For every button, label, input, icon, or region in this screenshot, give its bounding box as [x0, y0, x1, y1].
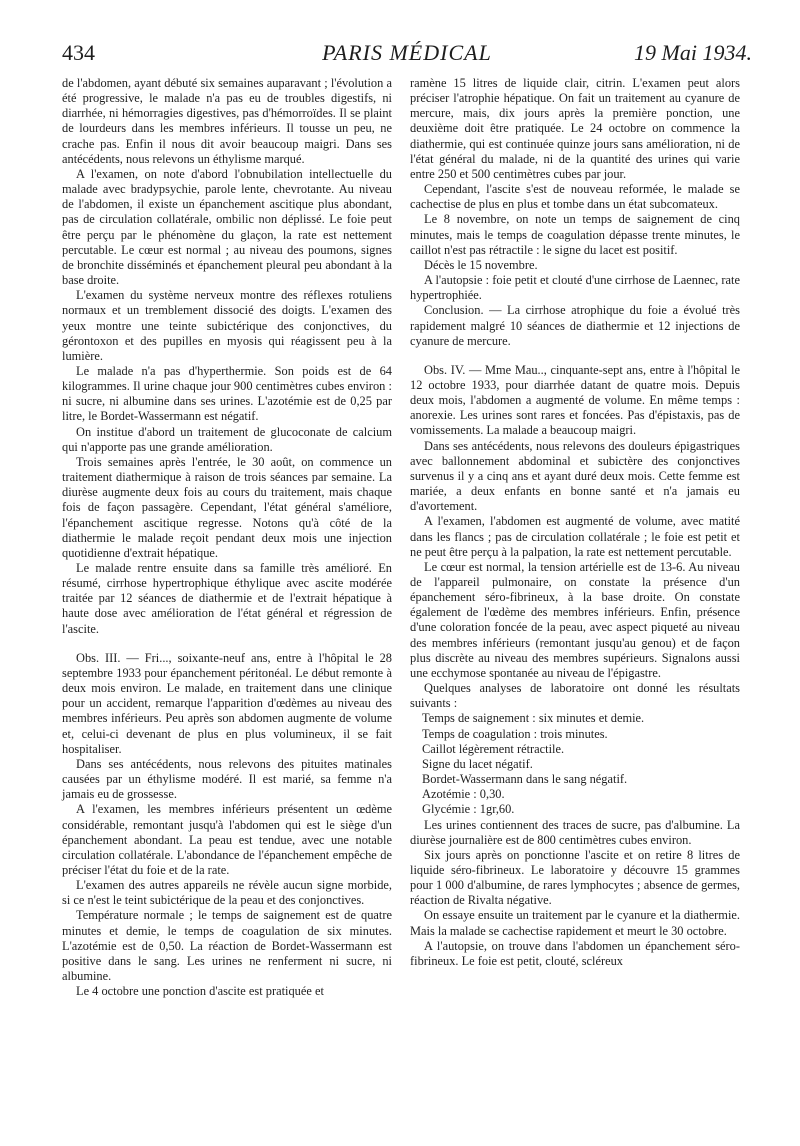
paragraph: L'examen du système nerveux montre des réflexes rotuliens normaux et un tremblement dissocié des doigts. L'examen des yeux montre une teinte subictérique des conjonctives, du gérontoxon et des pupilles en myosis qui réagissent peu à la lumière.: [62, 288, 392, 363]
page-number: 434: [62, 40, 95, 65]
paragraph: de l'abdomen, ayant débuté six semaines auparavant ; l'évolution a été progressive, le malade n'a pas eu de troubles digestifs, ni diarrhée, ni hémorragies digestives, pas d'hémorroïdes. Il se plaint de lourdeurs dans les membres inférieurs. Il tousse un peu, ne crache pas. Enfin il nous dit avoir beaucoup maigri. Dans ses antécédents, nous relevons un éthylisme marqué.: [62, 76, 392, 166]
paragraph: On essaye ensuite un traitement par le cyanure et la diathermie. Mais la malade se cachectise rapidement et meurt le 30 octobre.: [410, 908, 740, 938]
lab-result-line: Azotémie : 0,30.: [422, 787, 505, 802]
lab-result-line: Signe du lacet négatif.: [422, 756, 533, 771]
paragraph: L'examen des autres appareils ne révèle aucun signe morbide, si ce n'est le teint subictérique de la peau et des conjonctives.: [62, 878, 392, 908]
right-column: [410, 76, 740, 969]
paragraph: A l'autopsie : foie petit et clouté d'une cirrhose de Laennec, rate hypertrophiée.: [410, 273, 740, 303]
paragraph: Six jours après on ponctionne l'ascite et on retire 8 litres de liquide séro-fibrineux. Le laboratoire y découvre 15 grammes pour 1 000 d'albumine, de rares lymphocytes ; absence de germes, réaction de Rivalta négative.: [410, 847, 740, 908]
paragraph: A l'examen, on note d'abord l'obnubilation intellectuelle du malade avec bradypsychie, parole lente, chevrotante. Au niveau de l'abdomen, il existe un épanchement ascitique plus abondant, pas de circulation collatérale, ombilic non déplissé. Le foie peut être perçu par le phénomène du glaçon, la rate est nettement percutable. Le cœur est normal ; au niveau des poumons, signes de bronchite disséminés et épanchement pleural peu abondant à la base droite.: [62, 166, 392, 288]
conclusion-paragraph: Conclusion. — La cirrhose atrophique du foie a évolué très rapidement malgré 10 séances de diathermie et 12 injections de cyanure de mercure.: [410, 303, 740, 348]
lab-result-line: Bordet-Wassermann dans le sang négatif.: [422, 772, 628, 787]
paragraph: Le malade rentre ensuite dans sa famille très amélioré. En résumé, cirrhose hypertrophique éthylique avec ascite modérée traitée par 12 séances de diathermie et de l'extrait hépatique à haute dose avec amélioration de l'état général et régression de l'ascite.: [62, 561, 392, 636]
lab-result-line: Temps de saignement : six minutes et demie.: [422, 711, 645, 726]
paragraph: Cependant, l'ascite s'est de nouveau reformée, le malade se cachectise de plus en plus et tombe dans un état subcomateux.: [410, 182, 740, 212]
journal-title: PARIS MÉDICAL: [322, 40, 492, 65]
paragraph: Décès le 15 novembre.: [424, 257, 538, 272]
lab-result-line: Glycémie : 1gr,60.: [422, 802, 515, 817]
paragraph: On institue d'abord un traitement de glucoconate de calcium qui n'apporte pas une grande amélioration.: [62, 424, 392, 454]
observation-heading-paragraph: Obs. III. — Fri..., soixante-neuf ans, entre à l'hôpital le 28 septembre 1933 pour épanchement péritonéal. Le début remonte à deux mois environ. Le malade, en traitement dans une clinique pour un accident, remarque l'apparition d'œdèmes au niveau des membres inférieurs. Peu après son abdomen augmente de volume et, celui-ci devenant de plus en plus volumineux, il se fait hospitaliser.: [62, 650, 392, 756]
paragraph: Dans ses antécédents, nous relevons des pituites matinales causées par un éthylisme modéré. Il est marié, sa femme n'a jamais eu de grossesse.: [62, 756, 392, 802]
page-header: [62, 40, 752, 70]
paragraph: Température normale ; le temps de saignement est de quatre minutes et demie, le temps de coagulation de six minutes. L'azotémie est de 0,50. La réaction de Bordet-Wassermann est positive dans le sang. Les urines ne renferment ni sucre, ni albumine.: [62, 908, 392, 984]
paragraph: Le 4 octobre une ponction d'ascite est pratiquée et: [76, 984, 324, 999]
issue-date: 19 Mai 1934.: [634, 40, 752, 65]
paragraph: A l'examen, les membres inférieurs présentent un œdème considérable, remontant jusqu'à l'abdomen qui est le siège d'un épanchement abondant. La peau est tendue, avec une notable circulation collatérale. L'abondance de l'épanchement empêche de préciser l'état du foie et de la rate.: [62, 802, 392, 877]
lab-result-line: Caillot légèrement rétractile.: [422, 741, 565, 756]
paragraph: Dans ses antécédents, nous relevons des douleurs épigastriques avec ballonnement abdominal et subictère des conjonctives survenus il y a cinq ans et ayant duré deux mois. Cette femme est mariée, a deux enfants en bonne santé et n'a jamais eu d'avortement.: [410, 438, 740, 514]
paragraph: Le malade n'a pas d'hyperthermie. Son poids est de 64 kilogrammes. Il urine chaque jour 900 centimètres cubes environ : ni sucre, ni albumine dans ses urines. L'azotémie est de 0,25 par litre, le Bordet-Wassermann est négatif.: [62, 363, 392, 424]
paragraph: ramène 15 litres de liquide clair, citrin. L'examen peut alors préciser l'atrophie hépatique. On fait un traitement au cyanure de mercure, mais, dix jours après la première ponction, une deuxième doit être pratiquée. Le 24 octobre on commence la diathermie, qui est continuée quinze jours sans amélioration, ni de l'état général du malade, ni de la quantité des urines qui varie entre 250 et 500 centimètres cubes par jour.: [410, 76, 740, 181]
paragraph: Trois semaines après l'entrée, le 30 août, on commence un traitement diathermique à raison de trois séances par semaine. La diurèse augmente deux fois au cours du traitement, mais chaque fois de façon passagère. Cependant, l'état général s'améliore, l'épanchement ascitique regresse. Notons qu'à côté de la diathermie le malade reçoit pendant deux mois une injection quotidienne d'extrait hépatique.: [62, 454, 392, 560]
paragraph: Le cœur est normal, la tension artérielle est de 13-6. Au niveau de l'appareil pulmonaire, on constate la présence d'un épanchement séro-fibrineux, à la base droite. On constate également de l'œdème des membres inférieurs. Enfin, présence d'une coloration foncée de la peau, avec aspect piqueté au niveau des membres inférieurs (remontant jusqu'au genou) et de façon plus discrète au niveau des membres supérieurs. Signalons aussi une ecchymose spontanée au niveau de l'épigastre.: [410, 559, 740, 680]
paragraph: Quelques analyses de laboratoire ont donné les résultats suivants :: [410, 681, 740, 711]
left-column: [62, 76, 392, 999]
lab-result-line: Temps de coagulation : trois minutes.: [422, 726, 608, 741]
paragraph: Le 8 novembre, on note un temps de saignement de cinq minutes, mais le temps de coagulation dépasse trente minutes, le caillot n'est pas rétractile : le signe du lacet est positif.: [410, 212, 740, 257]
paragraph: A l'autopsie, on trouve dans l'abdomen un épanchement séro-fibrineux. Le foie est petit, clouté, scléreux: [410, 938, 740, 968]
paragraph: Les urines contiennent des traces de sucre, pas d'albumine. La diurèse journalière est de 800 centimètres cubes environ.: [410, 817, 740, 847]
observation-heading-paragraph: Obs. IV. — Mme Mau.., cinquante-sept ans, entre à l'hôpital le 12 octobre 1933, pour diarrhée datant de quatre mois. Depuis deux mois, l'abdomen a augmenté de volume. En même temps : anorexie. Les urines sont rares et foncées. Pas d'épistaxis, pas de vomissements. La malade a beaucoup maigri.: [410, 362, 740, 438]
paragraph: A l'examen, l'abdomen est augmenté de volume, avec matité dans les flancs ; pas de circulation collatérale ; le foie est petit et ne peut être perçu à la palpation, la rate est nettement percutable.: [410, 514, 740, 559]
